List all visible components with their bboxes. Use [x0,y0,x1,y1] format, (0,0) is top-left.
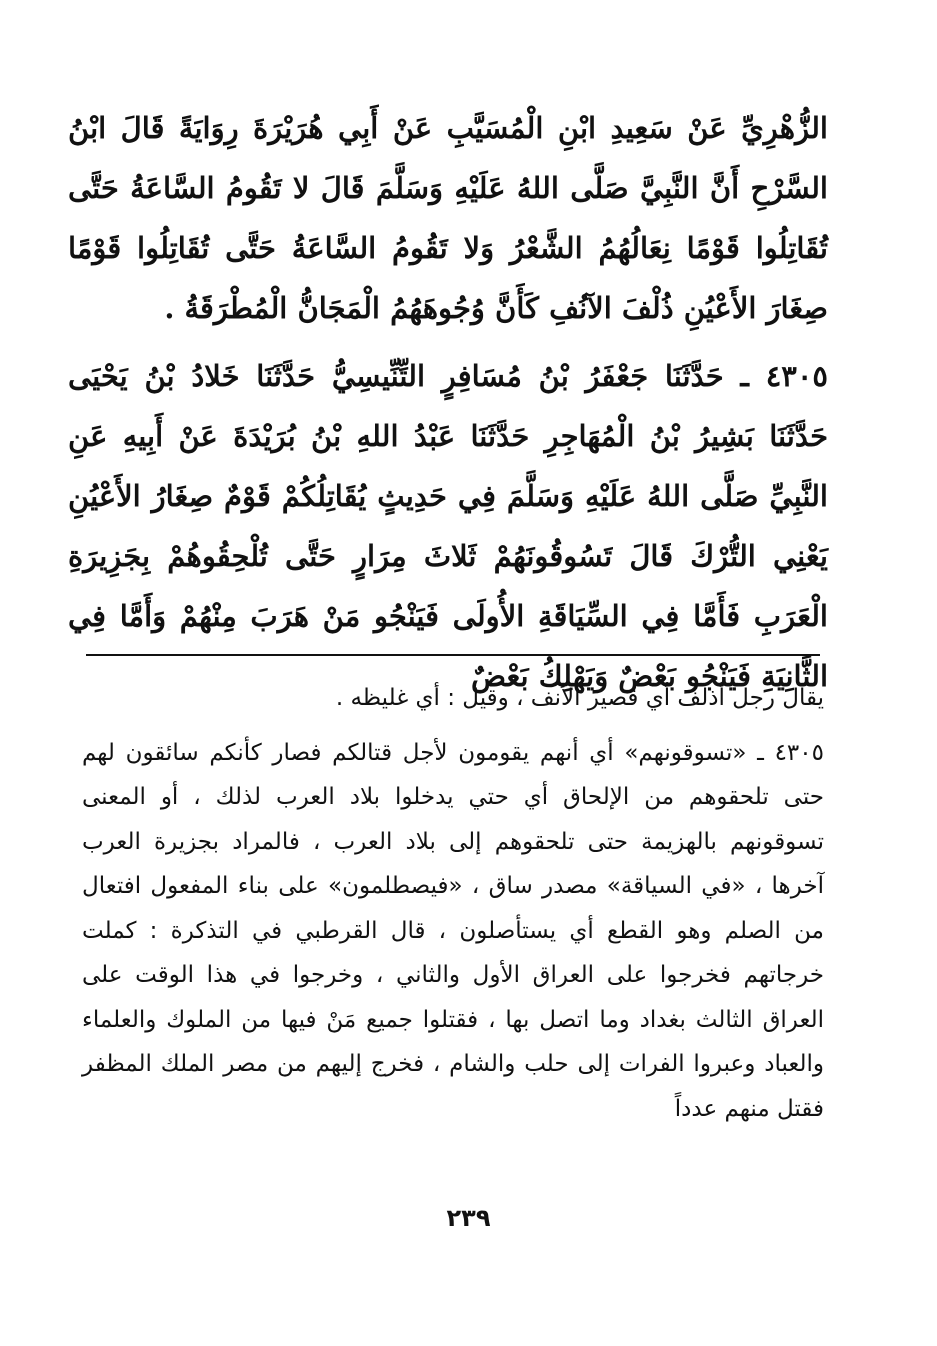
page-number: ٢٣٩ [446,1204,491,1232]
footnote-1: يقال رجل أذلف أي قصير الأنف ، وقيل : أي غليظه . [335,685,824,711]
footnotes-block [82,676,824,1131]
footnote-divider [86,654,820,656]
hadith-continuation: الزُّهْرِيِّ عَنْ سَعِيدِ ابْنِ الْمُسَيَّبِ عَنْ أَبِي هُرَيْرَةَ رِوَايَةً قَالَ ابْنُ السَّرْحِ أَنَّ النَّبِيَّ صَلَّى اللهُ عَلَيْهِ وَسَلَّمَ قَالَ لا تَقُومُ السَّاعَةُ حَتَّى تُقَاتِلُوا قَوْمًا نِعَالُهُمُ الشَّعْرُ وَلا تَقُومُ السَّاعَةُ حَتَّى تُقَاتِلُوا قَوْمًا صِغَارَ الأَعْيُنِ ذُلْفَ الآنُفِ كَأَنَّ وُجُوهَهُمُ الْمَجَانُّ الْمُطْرَقَةُ . [68,111,828,325]
hadith-4305: ٤٣٠٥ ـ حَدَّثَنَا جَعْفَرُ بْنُ مُسَافِرٍ التِّنِّيسِيُّ حَدَّثَنَا خَلادُ بْنُ يَحْيَى حَدَّثَنَا بَشِيرُ بْنُ الْمُهَاجِرِ حَدَّثَنَا عَبْدُ اللهِ بْنُ بُرَيْدَةَ عَنْ أَبِيهِ عَنِ النَّبِيِّ صَلَّى اللهُ عَلَيْهِ وَسَلَّمَ فِي حَدِيثٍ يُقَاتِلُكُمْ قَوْمٌ صِغَارُ الأَعْيُنِ يَعْنِي التُّرْكَ قَالَ تَسُوقُونَهُمْ ثَلاثَ مِرَارٍ حَتَّى تُلْحِقُوهُمْ بِجَزِيرَةِ الْعَرَبِ فَأَمَّا فِي السِّيَاقَةِ الأُولَى فَيَنْجُو مَنْ هَرَبَ مِنْهُمْ وَأَمَّا فِي الثَّانِيَةِ فَيَنْجُو بَعْضٌ وَيَهْلِكُ بَعْضٌ [68,359,828,693]
hadith-text-block [68,98,828,706]
footnote-4305: ٤٣٠٥ ـ «تسوقونهم» أي أنهم يقومون لأجل قتالكم فصار كأنكم سائقون لهم حتى تلحقوهم من الإلحاق أي حتي يدخلوا بلاد العرب لذلك ، أو المعنى تسوقونهم بالهزيمة حتى تلحقوهم إلى بلاد العرب ، فالمراد بجزيرة العرب آخرها ، «في السياقة» مصدر ساق ، «فيصطلمون» على بناء المفعول افتعال من الصلم وهو القطع أي يستأصلون ، قال القرطبي في التذكرة : كملت خرجاتهم فخرجوا على العراق الأول والثاني ، وخرجوا في هذا الوقت على العراق الثالث بغداد وما اتصل بها ، فقتلوا جميع مَنْ فيها من الملوك والعلماء والعباد وعبروا الفرات إلى حلب والشام ، فخرج إليهم من مصر الملك المظفر فقتل منهم عدداً [82,739,824,1122]
